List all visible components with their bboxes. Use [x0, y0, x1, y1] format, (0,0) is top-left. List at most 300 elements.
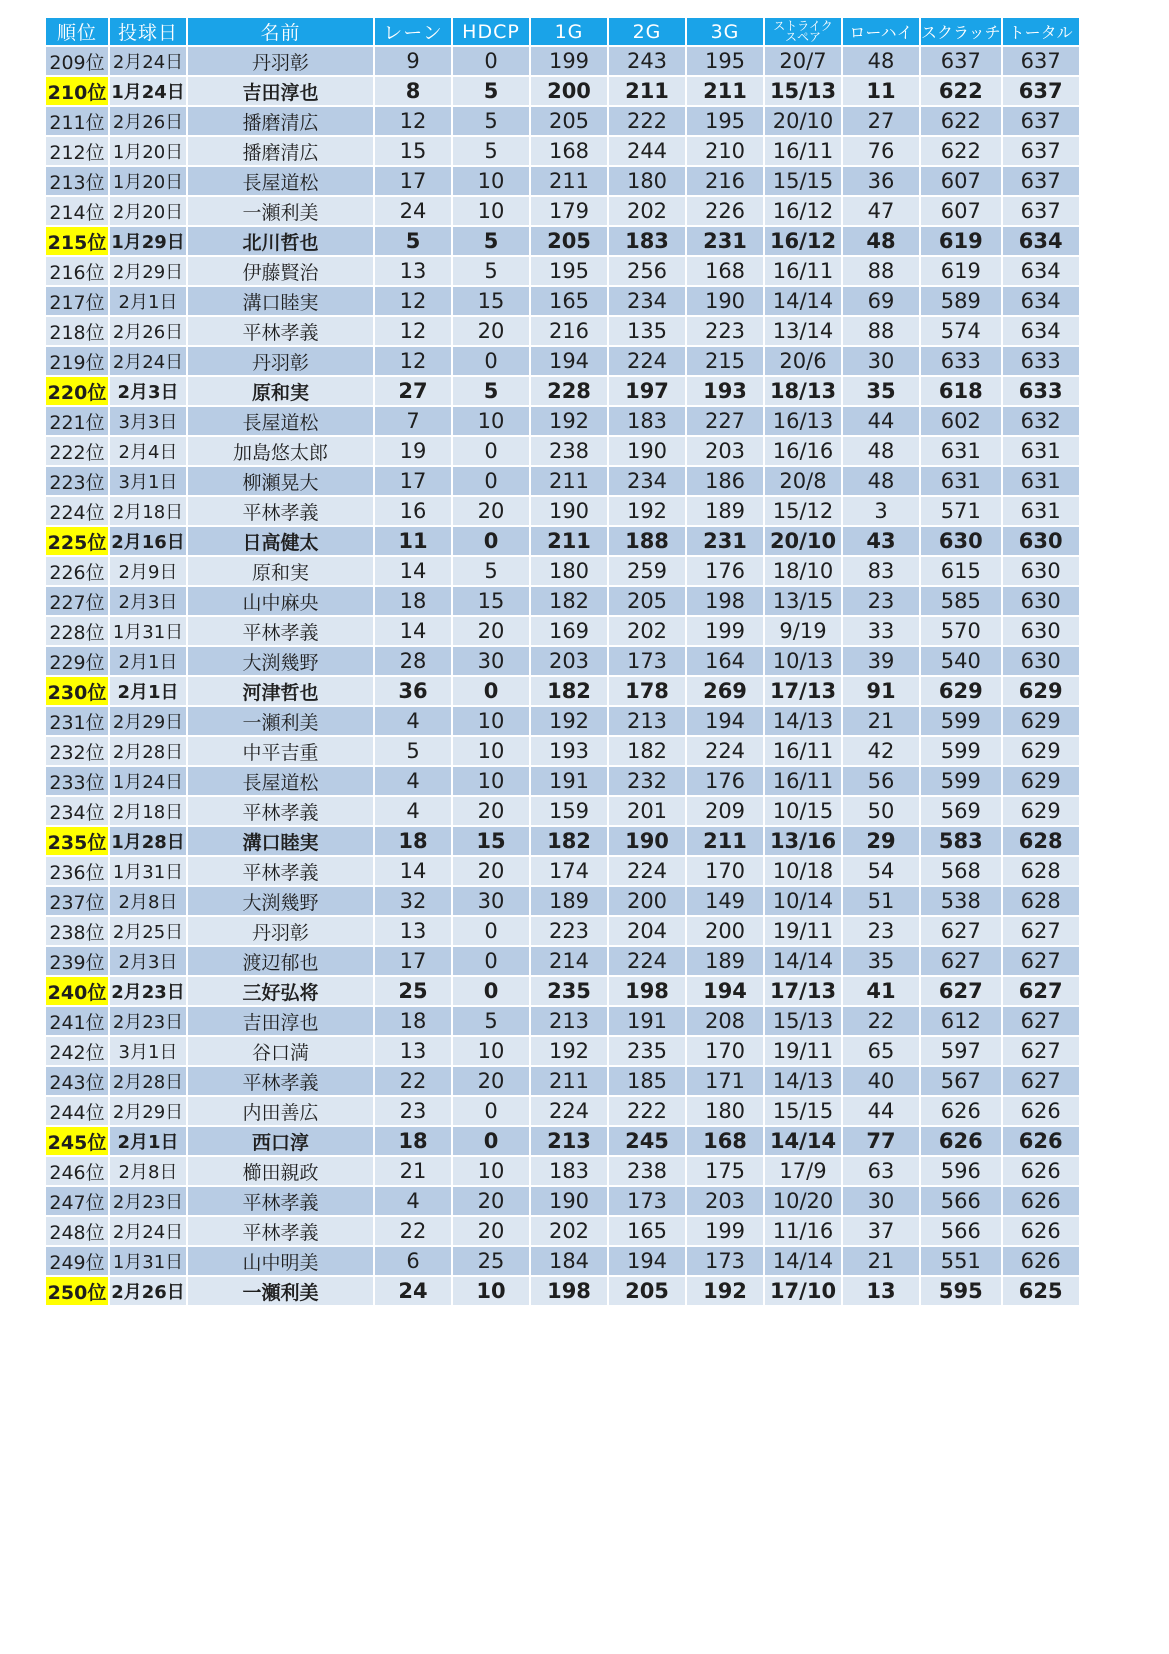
hdcp-cell: 5 — [453, 107, 529, 135]
game2-cell: 204 — [609, 917, 685, 945]
strike-spare-cell: 18/13 — [765, 377, 841, 405]
rank-cell: 243位 — [46, 1067, 108, 1095]
name-cell: 一瀬利美 — [188, 1277, 373, 1305]
strike-spare-cell: 17/13 — [765, 677, 841, 705]
lane-cell: 18 — [375, 587, 451, 615]
game3-cell: 194 — [687, 977, 763, 1005]
game1-cell: 211 — [531, 1067, 607, 1095]
game1-cell: 213 — [531, 1127, 607, 1155]
game3-cell: 223 — [687, 317, 763, 345]
lane-cell: 14 — [375, 857, 451, 885]
game1-cell: 228 — [531, 377, 607, 405]
hdcp-cell: 0 — [453, 527, 529, 555]
game3-cell: 170 — [687, 1037, 763, 1065]
name-cell: 溝口睦実 — [188, 287, 373, 315]
date-cell: 2月25日 — [110, 917, 186, 945]
game1-cell: 182 — [531, 587, 607, 615]
hdcp-cell: 10 — [453, 167, 529, 195]
date-cell: 1月28日 — [110, 827, 186, 855]
game1-cell: 213 — [531, 1007, 607, 1035]
low-high-cell: 43 — [843, 527, 919, 555]
rank-cell: 225位 — [46, 527, 108, 555]
game2-cell: 213 — [609, 707, 685, 735]
date-cell: 2月24日 — [110, 347, 186, 375]
scratch-cell: 631 — [921, 467, 1001, 495]
rank-cell: 236位 — [46, 857, 108, 885]
game2-cell: 201 — [609, 797, 685, 825]
name-cell: 山中麻央 — [188, 587, 373, 615]
table-row — [46, 767, 1079, 795]
date-cell: 2月29日 — [110, 257, 186, 285]
low-high-cell: 22 — [843, 1007, 919, 1035]
header-total: トータル — [1003, 18, 1079, 45]
game3-cell: 216 — [687, 167, 763, 195]
rank-cell: 244位 — [46, 1097, 108, 1125]
name-cell: 西口淳 — [188, 1127, 373, 1155]
strike-spare-cell: 14/14 — [765, 1127, 841, 1155]
lane-cell: 12 — [375, 107, 451, 135]
header-rank: 順位 — [46, 18, 108, 45]
table-row — [46, 1007, 1079, 1035]
header-low-high: ローハイ — [843, 18, 919, 45]
game3-cell: 199 — [687, 617, 763, 645]
game1-cell: 223 — [531, 917, 607, 945]
game3-cell: 176 — [687, 767, 763, 795]
scratch-cell: 583 — [921, 827, 1001, 855]
scratch-cell: 630 — [921, 527, 1001, 555]
rank-cell: 211位 — [46, 107, 108, 135]
game1-cell: 224 — [531, 1097, 607, 1125]
table-row — [46, 347, 1079, 375]
table-row — [46, 617, 1079, 645]
scratch-cell: 629 — [921, 677, 1001, 705]
strike-spare-cell: 17/9 — [765, 1157, 841, 1185]
table-row — [46, 317, 1079, 345]
strike-spare-cell: 20/10 — [765, 107, 841, 135]
total-cell: 629 — [1003, 767, 1079, 795]
game1-cell: 182 — [531, 677, 607, 705]
game1-cell: 182 — [531, 827, 607, 855]
total-cell: 626 — [1003, 1097, 1079, 1125]
table-row — [46, 527, 1079, 555]
game2-cell: 183 — [609, 227, 685, 255]
table-row — [46, 1097, 1079, 1125]
game1-cell: 211 — [531, 527, 607, 555]
game2-cell: 224 — [609, 347, 685, 375]
scratch-cell: 619 — [921, 227, 1001, 255]
lane-cell: 13 — [375, 257, 451, 285]
low-high-cell: 56 — [843, 767, 919, 795]
header-lane: レーン — [375, 18, 451, 45]
name-cell: 吉田淳也 — [188, 1007, 373, 1035]
name-cell: 平林孝義 — [188, 1187, 373, 1215]
game2-cell: 185 — [609, 1067, 685, 1095]
table-row — [46, 1067, 1079, 1095]
rank-cell: 250位 — [46, 1277, 108, 1305]
name-cell: 平林孝義 — [188, 797, 373, 825]
table-row — [46, 227, 1079, 255]
table-row — [46, 1277, 1079, 1305]
name-cell: 播磨清広 — [188, 107, 373, 135]
strike-spare-cell: 16/13 — [765, 407, 841, 435]
game1-cell: 191 — [531, 767, 607, 795]
hdcp-cell: 15 — [453, 587, 529, 615]
game3-cell: 189 — [687, 497, 763, 525]
game1-cell: 183 — [531, 1157, 607, 1185]
rank-cell: 231位 — [46, 707, 108, 735]
low-high-cell: 41 — [843, 977, 919, 1005]
game2-cell: 190 — [609, 437, 685, 465]
rank-cell: 214位 — [46, 197, 108, 225]
total-cell: 631 — [1003, 497, 1079, 525]
total-cell: 631 — [1003, 467, 1079, 495]
strike-spare-cell: 10/13 — [765, 647, 841, 675]
game1-cell: 216 — [531, 317, 607, 345]
low-high-cell: 48 — [843, 437, 919, 465]
strike-spare-cell: 20/8 — [765, 467, 841, 495]
game3-cell: 200 — [687, 917, 763, 945]
hdcp-cell: 10 — [453, 737, 529, 765]
table-row — [46, 887, 1079, 915]
scratch-cell: 566 — [921, 1217, 1001, 1245]
strike-spare-cell: 14/14 — [765, 287, 841, 315]
hdcp-cell: 5 — [453, 257, 529, 285]
total-cell: 630 — [1003, 617, 1079, 645]
name-cell: 谷口満 — [188, 1037, 373, 1065]
name-cell: 播磨清広 — [188, 137, 373, 165]
scratch-cell: 627 — [921, 977, 1001, 1005]
header-scratch: スクラッチ — [921, 18, 1001, 45]
hdcp-cell: 20 — [453, 857, 529, 885]
total-cell: 626 — [1003, 1217, 1079, 1245]
ranking-rows — [46, 47, 1079, 1305]
total-cell: 630 — [1003, 557, 1079, 585]
game1-cell: 193 — [531, 737, 607, 765]
total-cell: 633 — [1003, 347, 1079, 375]
hdcp-cell: 20 — [453, 797, 529, 825]
ranking-table — [44, 16, 1081, 1307]
lane-cell: 14 — [375, 617, 451, 645]
hdcp-cell: 30 — [453, 887, 529, 915]
table-row — [46, 257, 1079, 285]
scratch-cell: 633 — [921, 347, 1001, 375]
game2-cell: 183 — [609, 407, 685, 435]
table-row — [46, 647, 1079, 675]
low-high-cell: 30 — [843, 347, 919, 375]
rank-cell: 215位 — [46, 227, 108, 255]
total-cell: 631 — [1003, 437, 1079, 465]
date-cell: 2月8日 — [110, 887, 186, 915]
strike-spare-cell: 10/15 — [765, 797, 841, 825]
hdcp-cell: 30 — [453, 647, 529, 675]
game3-cell: 149 — [687, 887, 763, 915]
scratch-cell: 619 — [921, 257, 1001, 285]
game2-cell: 224 — [609, 947, 685, 975]
lane-cell: 15 — [375, 137, 451, 165]
game2-cell: 256 — [609, 257, 685, 285]
name-cell: 丹羽彰 — [188, 917, 373, 945]
game1-cell: 202 — [531, 1217, 607, 1245]
lane-cell: 5 — [375, 737, 451, 765]
game1-cell: 200 — [531, 77, 607, 105]
lane-cell: 28 — [375, 647, 451, 675]
low-high-cell: 91 — [843, 677, 919, 705]
game3-cell: 203 — [687, 1187, 763, 1215]
name-cell: 吉田淳也 — [188, 77, 373, 105]
rank-cell: 213位 — [46, 167, 108, 195]
hdcp-cell: 0 — [453, 467, 529, 495]
table-row — [46, 1187, 1079, 1215]
rank-cell: 241位 — [46, 1007, 108, 1035]
header-strike-spare — [765, 18, 841, 45]
game2-cell: 192 — [609, 497, 685, 525]
table-row — [46, 917, 1079, 945]
hdcp-cell: 20 — [453, 1067, 529, 1095]
low-high-cell: 48 — [843, 47, 919, 75]
lane-cell: 22 — [375, 1217, 451, 1245]
date-cell: 2月26日 — [110, 107, 186, 135]
game2-cell: 202 — [609, 197, 685, 225]
header-hdcp: HDCP — [453, 18, 529, 45]
game2-cell: 173 — [609, 647, 685, 675]
total-cell: 627 — [1003, 947, 1079, 975]
date-cell: 3月1日 — [110, 1037, 186, 1065]
rank-cell: 237位 — [46, 887, 108, 915]
game1-cell: 199 — [531, 47, 607, 75]
name-cell: 渡辺郁也 — [188, 947, 373, 975]
game1-cell: 180 — [531, 557, 607, 585]
lane-cell: 4 — [375, 767, 451, 795]
name-cell: 伊藤賢治 — [188, 257, 373, 285]
strike-spare-cell: 17/10 — [765, 1277, 841, 1305]
scratch-cell: 551 — [921, 1247, 1001, 1275]
scratch-cell: 569 — [921, 797, 1001, 825]
game2-cell: 198 — [609, 977, 685, 1005]
game1-cell: 238 — [531, 437, 607, 465]
strike-spare-cell: 15/13 — [765, 1007, 841, 1035]
game3-cell: 164 — [687, 647, 763, 675]
date-cell: 2月18日 — [110, 497, 186, 525]
rank-cell: 223位 — [46, 467, 108, 495]
rank-cell: 219位 — [46, 347, 108, 375]
strike-spare-cell: 16/12 — [765, 197, 841, 225]
table-row — [46, 1037, 1079, 1065]
lane-cell: 4 — [375, 707, 451, 735]
game3-cell: 227 — [687, 407, 763, 435]
header-game1: 1G — [531, 18, 607, 45]
scratch-cell: 585 — [921, 587, 1001, 615]
date-cell: 2月9日 — [110, 557, 186, 585]
total-cell: 627 — [1003, 977, 1079, 1005]
name-cell: 丹羽彰 — [188, 347, 373, 375]
lane-cell: 17 — [375, 467, 451, 495]
hdcp-cell: 10 — [453, 767, 529, 795]
game2-cell: 259 — [609, 557, 685, 585]
table-row — [46, 107, 1079, 135]
name-cell: 平林孝義 — [188, 1217, 373, 1245]
hdcp-cell: 0 — [453, 917, 529, 945]
date-cell: 2月1日 — [110, 287, 186, 315]
hdcp-cell: 20 — [453, 317, 529, 345]
scratch-cell: 538 — [921, 887, 1001, 915]
game1-cell: 179 — [531, 197, 607, 225]
date-cell: 2月28日 — [110, 737, 186, 765]
date-cell: 2月4日 — [110, 437, 186, 465]
game2-cell: 191 — [609, 1007, 685, 1035]
game1-cell: 194 — [531, 347, 607, 375]
date-cell: 2月3日 — [110, 587, 186, 615]
low-high-cell: 88 — [843, 257, 919, 285]
lane-cell: 12 — [375, 347, 451, 375]
strike-spare-cell: 20/10 — [765, 527, 841, 555]
low-high-cell: 35 — [843, 947, 919, 975]
date-cell: 1月20日 — [110, 137, 186, 165]
game1-cell: 174 — [531, 857, 607, 885]
scratch-cell: 597 — [921, 1037, 1001, 1065]
game2-cell: 222 — [609, 107, 685, 135]
game2-cell: 190 — [609, 827, 685, 855]
name-cell: 中平吉重 — [188, 737, 373, 765]
strike-spare-cell: 20/7 — [765, 47, 841, 75]
hdcp-cell: 25 — [453, 1247, 529, 1275]
low-high-cell: 33 — [843, 617, 919, 645]
rank-cell: 221位 — [46, 407, 108, 435]
hdcp-cell: 5 — [453, 1007, 529, 1035]
name-cell: 大渕幾野 — [188, 647, 373, 675]
low-high-cell: 35 — [843, 377, 919, 405]
table-row — [46, 1247, 1079, 1275]
game1-cell: 205 — [531, 107, 607, 135]
lane-cell: 9 — [375, 47, 451, 75]
table-row — [46, 287, 1079, 315]
total-cell: 630 — [1003, 527, 1079, 555]
game3-cell: 193 — [687, 377, 763, 405]
hdcp-cell: 10 — [453, 197, 529, 225]
game1-cell: 190 — [531, 497, 607, 525]
strike-spare-cell: 16/12 — [765, 227, 841, 255]
game1-cell: 211 — [531, 467, 607, 495]
low-high-cell: 65 — [843, 1037, 919, 1065]
header-row — [46, 18, 1079, 45]
game3-cell: 199 — [687, 1217, 763, 1245]
game3-cell: 231 — [687, 227, 763, 255]
header-spare-label: スペア — [784, 29, 821, 44]
rank-cell: 224位 — [46, 497, 108, 525]
table-row — [46, 587, 1079, 615]
rank-cell: 209位 — [46, 47, 108, 75]
rank-cell: 218位 — [46, 317, 108, 345]
game2-cell: 234 — [609, 467, 685, 495]
header-strike-label: ストライク — [773, 18, 833, 33]
game2-cell: 235 — [609, 1037, 685, 1065]
total-cell: 634 — [1003, 317, 1079, 345]
scratch-cell: 615 — [921, 557, 1001, 585]
lane-cell: 6 — [375, 1247, 451, 1275]
low-high-cell: 21 — [843, 1247, 919, 1275]
table-row — [46, 497, 1079, 525]
name-cell: 平林孝義 — [188, 617, 373, 645]
total-cell: 634 — [1003, 227, 1079, 255]
table-row — [46, 47, 1079, 75]
rank-cell: 246位 — [46, 1157, 108, 1185]
strike-spare-cell: 13/16 — [765, 827, 841, 855]
table-row — [46, 1217, 1079, 1245]
game3-cell: 195 — [687, 47, 763, 75]
total-cell: 628 — [1003, 827, 1079, 855]
scratch-cell: 618 — [921, 377, 1001, 405]
strike-spare-cell: 10/18 — [765, 857, 841, 885]
game1-cell: 214 — [531, 947, 607, 975]
strike-spare-cell: 13/15 — [765, 587, 841, 615]
scratch-cell: 637 — [921, 47, 1001, 75]
date-cell: 2月16日 — [110, 527, 186, 555]
name-cell: 丹羽彰 — [188, 47, 373, 75]
name-cell: 平林孝義 — [188, 857, 373, 885]
game2-cell: 182 — [609, 737, 685, 765]
game2-cell: 222 — [609, 1097, 685, 1125]
scratch-cell: 612 — [921, 1007, 1001, 1035]
lane-cell: 18 — [375, 1007, 451, 1035]
scratch-cell: 599 — [921, 737, 1001, 765]
date-cell: 1月24日 — [110, 767, 186, 795]
strike-spare-cell: 16/16 — [765, 437, 841, 465]
low-high-cell: 54 — [843, 857, 919, 885]
lane-cell: 18 — [375, 827, 451, 855]
total-cell: 629 — [1003, 737, 1079, 765]
scratch-cell: 540 — [921, 647, 1001, 675]
game2-cell: 197 — [609, 377, 685, 405]
scratch-cell: 567 — [921, 1067, 1001, 1095]
hdcp-cell: 0 — [453, 1097, 529, 1125]
game3-cell: 168 — [687, 257, 763, 285]
name-cell: 平林孝義 — [188, 317, 373, 345]
date-cell: 1月24日 — [110, 77, 186, 105]
name-cell: 原和実 — [188, 557, 373, 585]
game3-cell: 211 — [687, 827, 763, 855]
lane-cell: 19 — [375, 437, 451, 465]
strike-spare-cell: 10/20 — [765, 1187, 841, 1215]
game2-cell: 202 — [609, 617, 685, 645]
rank-cell: 247位 — [46, 1187, 108, 1215]
date-cell: 2月29日 — [110, 707, 186, 735]
lane-cell: 23 — [375, 1097, 451, 1125]
lane-cell: 14 — [375, 557, 451, 585]
name-cell: 長屋道松 — [188, 167, 373, 195]
lane-cell: 24 — [375, 1277, 451, 1305]
game3-cell: 189 — [687, 947, 763, 975]
strike-spare-cell: 9/19 — [765, 617, 841, 645]
strike-spare-cell: 14/13 — [765, 1067, 841, 1095]
total-cell: 628 — [1003, 887, 1079, 915]
lane-cell: 32 — [375, 887, 451, 915]
total-cell: 629 — [1003, 797, 1079, 825]
strike-spare-cell: 11/16 — [765, 1217, 841, 1245]
date-cell: 2月1日 — [110, 1127, 186, 1155]
strike-spare-cell: 14/14 — [765, 947, 841, 975]
game2-cell: 211 — [609, 77, 685, 105]
hdcp-cell: 0 — [453, 347, 529, 375]
lane-cell: 36 — [375, 677, 451, 705]
name-cell: 河津哲也 — [188, 677, 373, 705]
name-cell: 長屋道松 — [188, 407, 373, 435]
game3-cell: 176 — [687, 557, 763, 585]
date-cell: 2月26日 — [110, 1277, 186, 1305]
game1-cell: 195 — [531, 257, 607, 285]
table-row — [46, 137, 1079, 165]
hdcp-cell: 0 — [453, 677, 529, 705]
header-game3: 3G — [687, 18, 763, 45]
strike-spare-cell: 17/13 — [765, 977, 841, 1005]
